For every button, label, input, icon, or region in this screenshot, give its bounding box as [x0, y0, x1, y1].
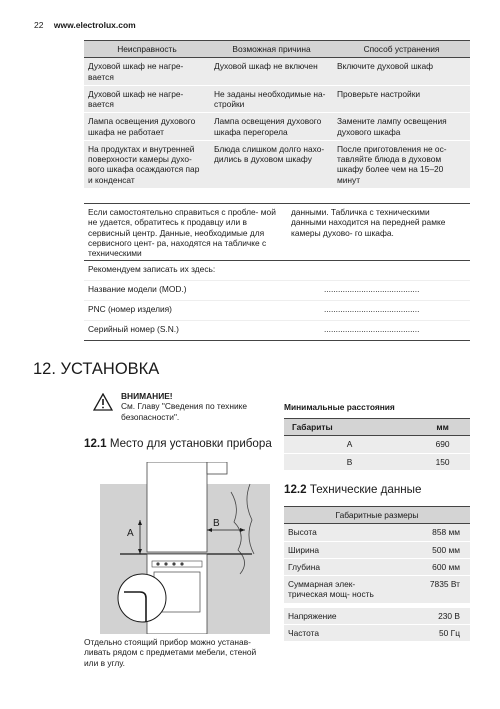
record-row-serial: [84, 321, 470, 340]
table-row: [84, 140, 470, 188]
record-note: Рекомендуем записать их здесь:: [88, 264, 216, 275]
field-blank-serial: .........................................: [324, 324, 420, 335]
field-label-model: Название модели (MOD.): [88, 284, 187, 295]
subsection-heading-placement: [84, 437, 272, 451]
subsection-title: Технические данные: [309, 483, 422, 496]
cell-problem: На продуктах и внутренней поверхности камеры духо- вого шкафа осаждаются пар и конденсат: [84, 140, 210, 188]
min-distances-table: [284, 418, 470, 471]
table-row: [84, 85, 470, 113]
service-info-block: [84, 203, 470, 341]
min-distances-title: Минимальные расстояния: [284, 402, 395, 412]
dist-cell-label: A: [284, 436, 415, 453]
field-blank-pnc: .........................................: [324, 304, 420, 315]
upper-cabinet: [147, 462, 207, 552]
cell-solution: Проверьте настройки: [333, 85, 470, 113]
table-row: [284, 453, 470, 470]
installation-diagram: [100, 462, 270, 634]
tech-cell-value: 858 мм: [378, 524, 470, 541]
service-text-left: Если самостоятельно справиться с пробле- мой не удается, обратитесь к продавцу или в сервисный центр. Данные, необходимые для сервисного цент- ра, находятся на табличке с техническими: [88, 207, 276, 258]
tech-cell-value: 600 мм: [378, 558, 470, 575]
service-text-right: данными. Табличка с техническими данными находится на передней рамке камеры духово- го шкафа.: [291, 207, 446, 238]
tech-cell-label: Частота: [284, 624, 378, 641]
field-blank-model: .........................................: [324, 284, 420, 295]
record-form: [84, 260, 470, 341]
tech-cell-value: 7835 Вт: [378, 576, 470, 604]
dimension-a-label: A: [127, 528, 134, 539]
tech-cell-value: 50 Гц: [378, 624, 470, 641]
cell-problem: Духовой шкаф не нагре- вается: [84, 85, 210, 113]
tech-cell-label: Напряжение: [284, 608, 378, 625]
field-label-pnc: PNC (номер изделия): [88, 304, 172, 315]
subsection-heading-tech: [284, 483, 421, 497]
tech-data-table: [284, 506, 470, 642]
warning-title: ВНИМАНИЕ!: [121, 391, 173, 401]
cell-solution: После приготовления не ос- тавляйте блюда в духовом шкафу более чем на 15–20 минут: [333, 140, 470, 188]
record-row-model: [84, 281, 470, 301]
dimension-b-label: B: [213, 518, 220, 529]
page-header: [34, 20, 136, 30]
tech-cell-value: 230 В: [378, 608, 470, 625]
subsection-number: 12.1: [84, 437, 107, 450]
tech-cell-label: Ширина: [284, 541, 378, 558]
dist-header-dimension: Габариты: [284, 419, 415, 436]
tech-header: Габаритные размеры: [284, 507, 470, 524]
warning-block: [93, 391, 271, 422]
table-row: [284, 436, 470, 453]
dist-cell-value: 690: [415, 436, 470, 453]
tech-cell-value: 500 мм: [378, 541, 470, 558]
cell-cause: Блюда слишком долго нахо- дились в духовом шкафу: [210, 140, 333, 188]
subsection-title: Место для установки прибора: [109, 437, 272, 450]
subsection-number: 12.2: [284, 483, 307, 496]
cell-cause: Лампа освещения духового шкафа перегорела: [210, 113, 333, 141]
tech-cell-label: Высота: [284, 524, 378, 541]
diagram-caption: Отдельно стоящий прибор можно устанав- ливать рядом с предметами мебели, стеной или в углу.: [84, 637, 257, 668]
cell-cause: Духовой шкаф не включен: [210, 58, 333, 86]
table-row: [284, 558, 470, 575]
cabinet-top-ledge: [207, 462, 227, 474]
warning-text: См. Главу "Сведения по технике безопасности".: [121, 401, 248, 422]
cell-problem: Лампа освещения духового шкафа не работает: [84, 113, 210, 141]
col-header-cause: Возможная причина: [210, 41, 333, 58]
dist-cell-value: 150: [415, 453, 470, 470]
table-row: [284, 624, 470, 641]
section-number: 12.: [33, 360, 56, 378]
cell-problem: Духовой шкаф не нагре- вается: [84, 58, 210, 86]
tech-cell-label: Глубина: [284, 558, 378, 575]
col-header-problem: Неисправность: [84, 41, 210, 58]
col-header-solution: Способ устранения: [333, 41, 470, 58]
table-row: [284, 576, 470, 604]
cell-solution: Замените лампу освещения духового шкафа: [333, 113, 470, 141]
field-label-serial: Серийный номер (S.N.): [88, 324, 179, 335]
cell-cause: Не заданы необходимые на- стройки: [210, 85, 333, 113]
detail-circle: [118, 574, 166, 622]
section-heading: [33, 359, 159, 379]
dist-header-mm: мм: [415, 419, 470, 436]
site-url[interactable]: www.electrolux.com: [53, 20, 136, 30]
tech-cell-label: Суммарная элек- трическая мощ- ность: [284, 576, 378, 604]
section-title: УСТАНОВКА: [60, 360, 160, 378]
record-row-pnc: [84, 301, 470, 321]
table-row: [284, 524, 470, 541]
warning-icon: [93, 393, 113, 411]
table-row: [84, 113, 470, 141]
page-number: 22: [34, 20, 44, 30]
table-row: [284, 541, 470, 558]
table-row: [284, 608, 470, 625]
troubleshooting-table: [84, 40, 470, 189]
cell-solution: Включите духовой шкаф: [333, 58, 470, 86]
table-row: [84, 58, 470, 86]
dist-cell-label: B: [284, 453, 415, 470]
